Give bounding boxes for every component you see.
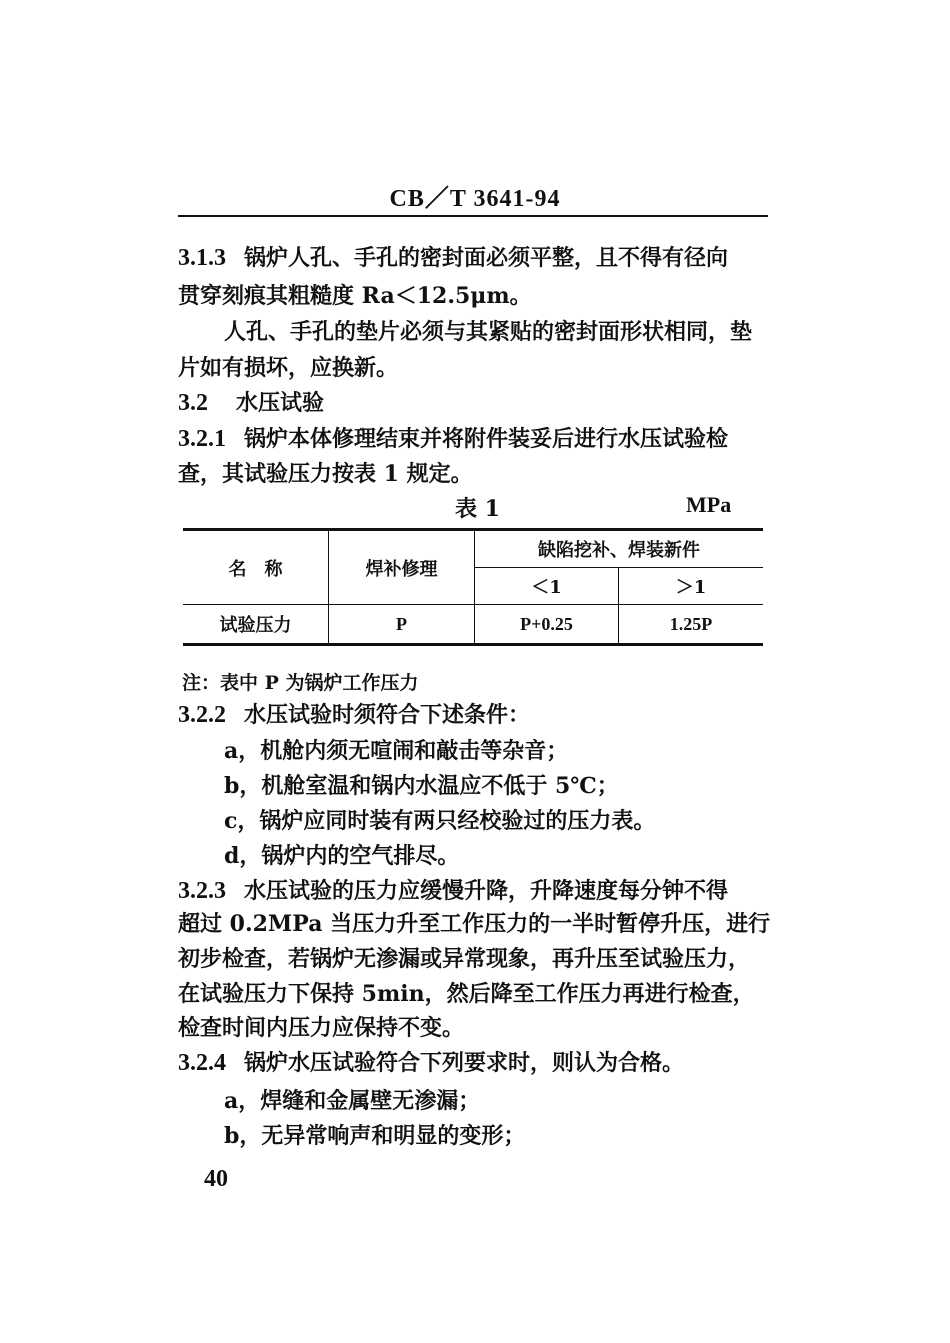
clause-3-1-3-para2-line1: 人孔、手孔的垫片必须与其紧贴的密封面形状相同，垫: [224, 319, 753, 345]
clause-3-2-4-heading: [178, 1048, 684, 1078]
list-item: b，机舱室温和锅内水温应不低于 5℃；: [224, 773, 619, 799]
clause-number: 3.2.2: [178, 702, 226, 728]
list-item: b，无异常响声和明显的变形；: [224, 1123, 526, 1149]
clause-3-2-3-line3: 初步检查，若锅炉无渗漏或异常现象，再升压至试验压力，: [178, 946, 751, 972]
cell-lt1: P+0.25: [475, 605, 619, 645]
list-item: a，机舱内须无喧闹和敲击等杂音；: [224, 738, 569, 764]
header-defect-group: 缺陷挖补、焊装新件: [475, 530, 764, 568]
clause-3-2-3-line2: 超过 0.2MPa 当压力升至工作压力的一半时暂停升压，进行: [178, 911, 771, 937]
header-name: 名 称: [183, 530, 329, 605]
header-weld-repair: 焊补修理: [329, 530, 475, 605]
clause-number: 3.2.1: [178, 426, 226, 452]
cell-weld: P: [329, 605, 475, 645]
page-number: 40: [204, 1166, 228, 1192]
clause-text: 锅炉人孔、手孔的密封面必须平整，且不得有径向: [244, 245, 729, 271]
clause-3-2-3-line5: 检查时间内压力应保持不变。: [178, 1015, 465, 1041]
cell-gt1: 1.25P: [619, 605, 764, 645]
standard-code-header: CB／T 3641-94: [389, 186, 561, 212]
clause-text: 锅炉水压试验符合下列要求时，则认为合格。: [244, 1050, 685, 1076]
clause-text: 水压试验时须符合下述条件：: [244, 702, 531, 728]
header-lt1: ＜1: [475, 568, 619, 605]
header-gt1: ＞1: [619, 568, 764, 605]
clause-3-2-3-line1: [178, 876, 728, 906]
section-title: 水压试验: [236, 390, 325, 416]
clause-number: 3.1.3: [178, 245, 226, 271]
list-item: c，锅炉应同时装有两只经校验过的压力表。: [224, 808, 656, 834]
clause-3-2-3-line4: 在试验压力下保持 5min，然后降至工作压力再进行检查，: [178, 981, 755, 1007]
clause-number: 3.2.4: [178, 1050, 226, 1076]
section-number: 3.2: [178, 390, 208, 416]
pressure-table: [183, 528, 763, 646]
header-rule: [178, 215, 768, 217]
table-caption: 表 1: [455, 496, 500, 522]
clause-3-1-3-line1: [178, 243, 728, 273]
section-3-2-heading: [178, 388, 324, 418]
clause-3-2-2-heading: [178, 700, 530, 730]
clause-3-1-3-line2: 贯穿刻痕其粗糙度 Ra＜12.5μm。: [178, 283, 532, 309]
clause-3-1-3-para2-line2: 片如有损坏，应换新。: [178, 355, 399, 381]
clause-3-2-1-line2: 查，其试验压力按表 1 规定。: [178, 461, 473, 487]
clause-text: 锅炉本体修理结束并将附件装妥后进行水压试验检: [244, 426, 729, 452]
table-unit: MPa: [686, 492, 732, 517]
list-item: d，锅炉内的空气排尽。: [224, 843, 460, 869]
table-note: 注：表中 P 为锅炉工作压力: [182, 672, 419, 694]
clause-3-2-1-line1: [178, 424, 728, 454]
list-item: a，焊缝和金属壁无渗漏；: [224, 1088, 481, 1114]
clause-text: 水压试验的压力应缓慢升降，升降速度每分钟不得: [244, 878, 729, 904]
row-label-test-pressure: 试验压力: [183, 605, 329, 645]
clause-number: 3.2.3: [178, 878, 226, 904]
